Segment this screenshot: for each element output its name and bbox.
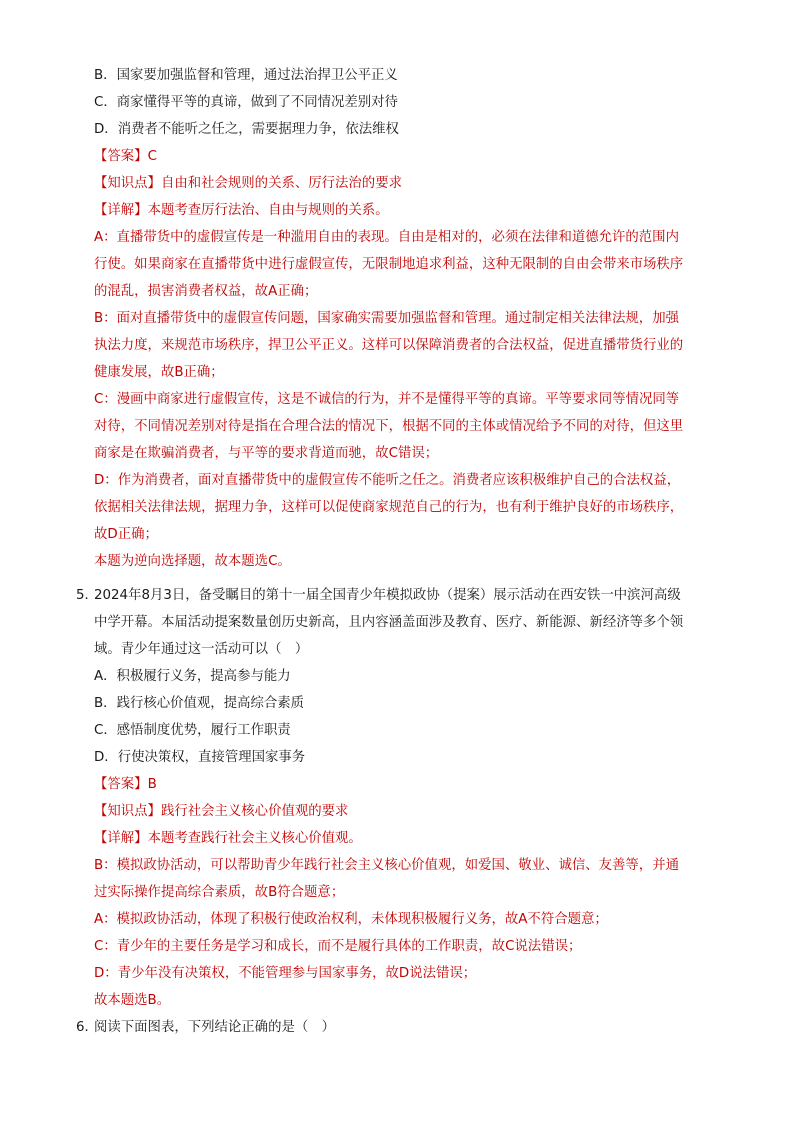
knowledge-value: 自由和社会规则的关系、厉行法治的要求 [160, 176, 402, 191]
q4-answer [94, 147, 157, 167]
knowledge-tag: 【知识点】 [94, 176, 161, 191]
answer-value: C [147, 149, 157, 164]
q5-option-d: D．行使决策权，直接管理国家事务 [94, 750, 306, 765]
q4-explain-line: D：作为消费者，面对直播带货中的虚假宣传不能听之任之。消费者应该积极维护自己的合法权益， [94, 473, 681, 488]
q4-explain-line: B：面对直播带货中的虚假宣传问题，国家确实需要加强监督和管理。通过制定相关法律法规，加强 [94, 311, 679, 326]
q5-stem-line: 域。青少年通过这一活动可以（ ） [94, 642, 309, 657]
q5-stem-line: 中学开幕。本届活动提案数量创历史新高，且内容涵盖面涉及教育、医疗、新能源、新经济等多个领 [94, 615, 684, 630]
q5-knowledge [94, 802, 348, 822]
answer-tag: 【答案】 [94, 149, 148, 164]
q5-option-c: C．感悟制度优势，履行工作职责 [94, 723, 291, 738]
detail-tag: 【详解】 [94, 203, 148, 218]
knowledge-value: 践行社会主义核心价值观的要求 [160, 804, 349, 819]
detail-tag: 【详解】 [94, 831, 148, 846]
q4-explain-line: 对待，不同情况差别对待是指在合理合法的情况下，根据不同的主体或情况给予不同的对待，但这里 [94, 419, 684, 434]
q5-answer [94, 775, 157, 795]
q4-explain-line: 行使。如果商家在直播带货中进行虚假宣传，无限制地追求利益，这种无限制的自由会带来市场秩序 [94, 257, 684, 272]
q4-explain-line: 依据相关法律法规，据理力争，这样可以促使商家规范自己的行为，也有利于维护良好的市场秩序， [94, 500, 684, 515]
q4-option-c: C．商家懂得平等的真谛，做到了不同情况差别对待 [94, 95, 398, 110]
q6-stem: 阅读下面图表，下列结论正确的是（ ） [94, 1020, 336, 1035]
q4-explain-line: 故D正确； [94, 527, 158, 542]
q5-explain-line: 过实际操作提高综合素质，故B符合题意； [94, 885, 345, 900]
knowledge-tag: 【知识点】 [94, 804, 161, 819]
q5-stem-line: 2024年8月3日，备受瞩目的第十一届全国青少年模拟政协（提案）展示活动在西安铁一中滨河高级 [94, 588, 681, 603]
q5-explain-line: D：青少年没有决策权，不能管理参与国家事务，故D说法错误； [94, 966, 477, 981]
q4-detail [94, 201, 389, 221]
q4-knowledge [94, 174, 402, 194]
answer-tag: 【答案】 [94, 777, 148, 792]
q5-explain-line: A：模拟政协活动，体现了积极行使政治权利，未体现积极履行义务，故A不符合题意； [94, 912, 608, 927]
q5-number: 5． [76, 588, 98, 603]
q4-explain-line: 商家是在欺骗消费者，与平等的要求背道而驰，故C错误； [94, 446, 439, 461]
q4-explain-line: C：漫画中商家进行虚假宣传，这是不诚信的行为，并不是懂得平等的真谛。平等要求同等情况同等 [94, 392, 680, 407]
detail-value: 本题考查厉行法治、自由与规则的关系。 [147, 203, 389, 218]
q4-explain-line: 健康发展，故B正确； [94, 365, 224, 380]
answer-value: B [147, 777, 157, 792]
q4-explain-line: 本题为逆向选择题，故本题选C。 [94, 554, 291, 569]
q4-explain-line: 执法力度，来规范市场秩序，捍卫公平正义。这样可以保障消费者的合法权益，促进直播带货行业的 [94, 338, 684, 353]
q5-option-a: A．积极履行义务，提高参与能力 [94, 669, 291, 684]
q6-number: 6． [76, 1020, 98, 1035]
q4-explain-line: 的混乱，损害消费者权益，故A正确； [94, 284, 318, 299]
q4-option-d: D．消费者不能听之任之，需要据理力争，依法维权 [94, 122, 399, 137]
q5-detail [94, 829, 362, 849]
q4-option-b: B．国家要加强监督和管理，通过法治捍卫公平正义 [94, 68, 398, 83]
q5-explain-line: B：模拟政协活动，可以帮助青少年践行社会主义核心价值观，如爱国、敬业、诚信、友善等，并通 [94, 858, 679, 873]
q4-explain-line: A：直播带货中的虚假宣传是一种滥用自由的表现。自由是相对的，必须在法律和道德允许的范围内 [94, 230, 679, 245]
q5-explain-line: 故本题选B。 [94, 993, 171, 1008]
detail-value: 本题考查践行社会主义核心价值观。 [147, 831, 362, 846]
q5-option-b: B．践行核心价值观，提高综合素质 [94, 696, 305, 711]
q5-explain-line: C：青少年的主要任务是学习和成长，而不是履行具体的工作职责，故C说法错误； [94, 939, 582, 954]
